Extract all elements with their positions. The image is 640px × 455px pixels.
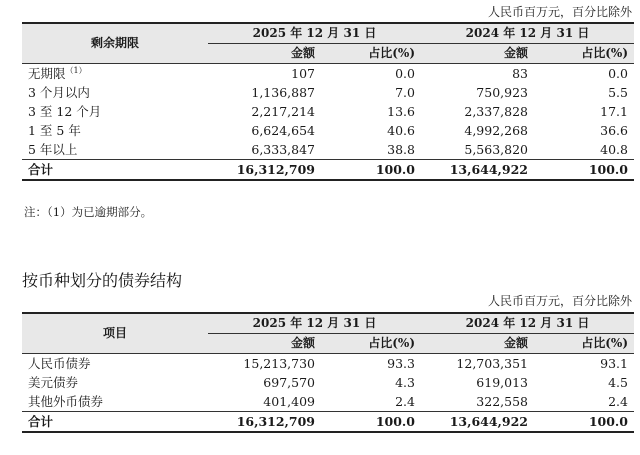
amount-2025: 401,409: [263, 394, 315, 409]
maturity-table: [22, 22, 634, 181]
amount-2025: 1,136,887: [251, 85, 315, 100]
section-title: 按币种划分的债券结构: [22, 271, 183, 290]
pct-2025: 0.0: [395, 66, 415, 81]
table-row: [22, 354, 634, 374]
total-row: [22, 412, 634, 433]
pct-2025: 93.3: [387, 356, 415, 371]
table-row: [22, 121, 634, 140]
table-row: [22, 392, 634, 412]
footnote: 注：（1）为已逾期部分。: [24, 205, 153, 219]
total-label: 合计: [22, 412, 208, 433]
table-row: [22, 140, 634, 160]
total-pct-2025: 100.0: [321, 412, 421, 433]
total-label: 合计: [22, 160, 208, 181]
row-label: 3 至 12 个月: [28, 104, 102, 119]
period-header-2025: 2025 年 12 月 31 日: [208, 23, 421, 44]
pct-2025: 4.3: [395, 375, 415, 390]
pct-2024: 40.8: [600, 142, 628, 157]
amount-2025: 6,333,847: [251, 142, 315, 157]
amount-2024: 750,923: [476, 85, 528, 100]
amount-2024: 83: [512, 66, 528, 81]
total-amount-2025: 16,312,709: [208, 160, 321, 181]
amount-2024: 5,563,820: [464, 142, 528, 157]
row-label: 3 个月以内: [28, 85, 90, 100]
col-pct-2024: 占比(%): [534, 44, 634, 64]
total-row: [22, 160, 634, 181]
row-label: 其他外币债券: [28, 394, 104, 409]
pct-2025: 38.8: [387, 142, 415, 157]
footnote-marker: （1）: [65, 65, 87, 75]
total-pct-2024: 100.0: [534, 412, 634, 433]
amount-2024: 12,703,351: [456, 356, 528, 371]
total-amount-2024: 13,644,922: [421, 160, 534, 181]
amount-2025: 15,213,730: [243, 356, 315, 371]
table-row: [22, 102, 634, 121]
row-label: 美元债券: [28, 375, 79, 390]
amount-2025: 697,570: [263, 375, 315, 390]
period-header-2024: 2024 年 12 月 31 日: [421, 23, 634, 44]
row-label: 5 年以上: [28, 142, 78, 157]
pct-2025: 13.6: [387, 104, 415, 119]
unit-note-2: 人民币百万元，百分比除外: [487, 294, 632, 308]
currency-table: [22, 312, 634, 433]
amount-2024: 322,558: [476, 394, 528, 409]
col-amount-2024: 金额: [421, 44, 534, 64]
total-pct-2024: 100.0: [534, 160, 634, 181]
col-amount-2025: 金额: [208, 44, 321, 64]
pct-2024: 36.6: [600, 123, 628, 138]
col-amount-2025: 金额: [208, 334, 321, 354]
total-pct-2025: 100.0: [321, 160, 421, 181]
table-row: [22, 83, 634, 102]
col-pct-2025: 占比(%): [321, 44, 421, 64]
pct-2024: 4.5: [608, 375, 628, 390]
pct-2024: 5.5: [608, 85, 628, 100]
row-header: 项目: [22, 313, 208, 354]
col-amount-2024: 金额: [421, 334, 534, 354]
amount-2024: 619,013: [476, 375, 528, 390]
amount-2024: 4,992,268: [464, 123, 528, 138]
pct-2024: 93.1: [600, 356, 628, 371]
pct-2025: 40.6: [387, 123, 415, 138]
period-header-2025: 2025 年 12 月 31 日: [208, 313, 421, 334]
row-label: 人民币债券: [28, 356, 91, 371]
table-row: [22, 64, 634, 84]
col-pct-2025: 占比(%): [321, 334, 421, 354]
table-row: [22, 373, 634, 392]
amount-2025: 107: [291, 66, 315, 81]
pct-2024: 0.0: [608, 66, 628, 81]
amount-2025: 6,624,654: [251, 123, 315, 138]
pct-2025: 7.0: [395, 85, 415, 100]
pct-2024: 17.1: [600, 104, 628, 119]
amount-2024: 2,337,828: [464, 104, 528, 119]
row-label: 无期限$^{(1)}$: [28, 65, 87, 81]
total-amount-2024: 13,644,922: [421, 412, 534, 433]
pct-2025: 2.4: [395, 394, 415, 409]
pct-2024: 2.4: [608, 394, 628, 409]
col-pct-2024: 占比(%): [534, 334, 634, 354]
row-label: 1 至 5 年: [28, 123, 81, 138]
unit-note-1: 人民币百万元，百分比除外: [487, 5, 632, 19]
total-amount-2025: 16,312,709: [208, 412, 321, 433]
row-header: 剩余期限: [22, 23, 208, 64]
period-header-2024: 2024 年 12 月 31 日: [421, 313, 634, 334]
amount-2025: 2,217,214: [251, 104, 315, 119]
